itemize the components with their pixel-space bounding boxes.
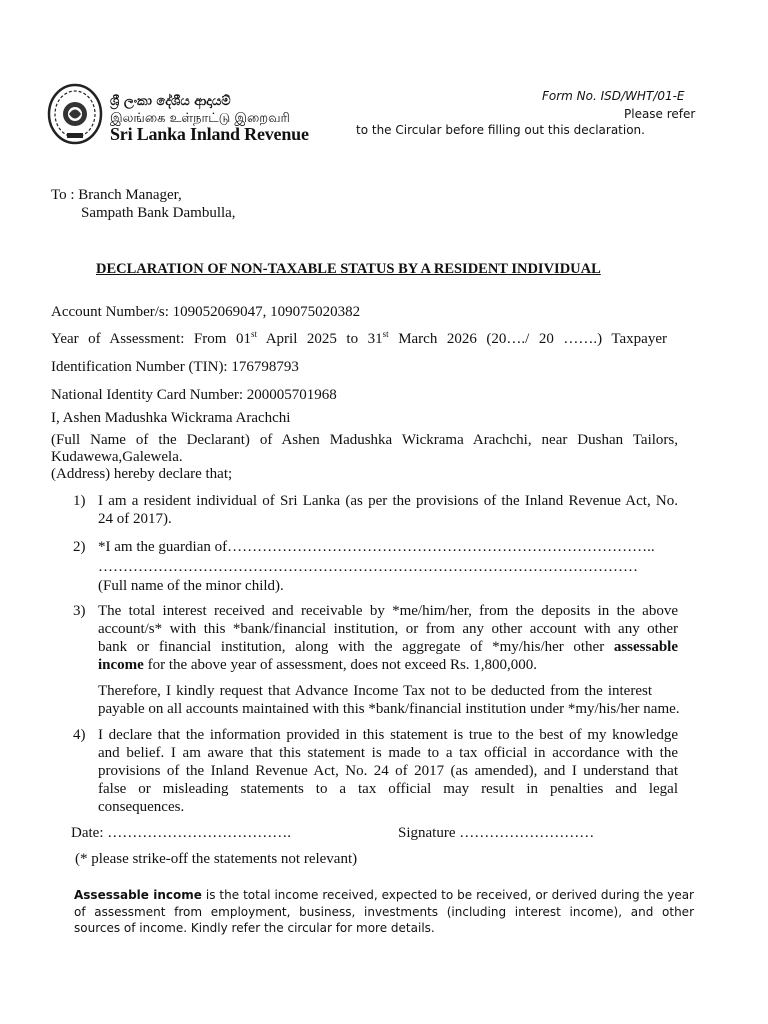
refer-note-line2: to the Circular before filling out this declaration. [356, 123, 645, 137]
sri-lanka-emblem-logo [47, 83, 103, 145]
yoa-sup-1: st [250, 329, 257, 339]
date-field[interactable]: Date: ………………………………. [71, 825, 291, 841]
addressee-line2: Sampath Bank Dambulla, [81, 205, 236, 221]
item-1-line2: 24 of 2017). [98, 511, 172, 527]
item-3-number: 3) [73, 603, 86, 619]
item-3-line3-text: bank or financial institution, along with the aggregate of *my/his/her other [98, 639, 614, 655]
item-3-line4 [98, 657, 537, 674]
declarant-fullname-line2: Kudawewa,Galewela. [51, 449, 183, 465]
assessable-bold: assessable [613, 639, 678, 655]
logo-text-sinhala: ශ්‍රී ලංකා දේශීය ආදායම් [110, 94, 231, 109]
note-term: Assessable income [74, 888, 202, 902]
item-2-line1: *I am the guardian of………………………………………………………………………….. [98, 539, 655, 555]
signature-field[interactable]: Signature ……………………… [398, 825, 595, 841]
yoa-end: March 2026 (20…./ 20 …….) Taxpayer [388, 331, 667, 347]
income-bold: income [98, 657, 144, 673]
declaration-title: DECLARATION OF NON-TAXABLE STATUS BY A RESIDENT INDIVIDUAL [96, 261, 601, 277]
assessable-income-note [74, 887, 694, 937]
yoa-sup-2: st [382, 329, 389, 339]
item-1-number: 1) [73, 493, 86, 509]
item-2-line3: (Full name of the minor child). [98, 578, 284, 594]
tin-number: Identification Number (TIN): 176798793 [51, 359, 299, 375]
form-number: Form No. ISD/WHT/01-E [542, 89, 685, 103]
yoa-to: April 2025 to 31 [256, 331, 383, 347]
account-numbers: Account Number/s: 109052069047, 109075020382 [51, 304, 361, 320]
address-declare-line: (Address) hereby declare that; [51, 466, 233, 482]
addressee-line1: To : Branch Manager, [51, 187, 182, 203]
logo-text-tamil: இலங்கை உள்நாட்டு இறைவரி [110, 111, 290, 126]
item-4-line5: consequences. [98, 799, 185, 815]
item-4-line3: provisions of the Inland Revenue Act, No. 24 of 2017 (as amended), and I understand that [98, 763, 678, 779]
item-4-line2: and belief. I am aware that this statement is made to a tax official in accordance with the [98, 745, 678, 761]
note-definition: is the total income received, expected to be received, or derived during the year of assessment from employment, business, investments (including interest income), and other sources of income. Kindly refer the circular for more details. [74, 888, 694, 935]
yoa-from: Year of Assessment: From 01 [51, 331, 251, 347]
declarant-fullname-line1: (Full Name of the Declarant) of Ashen Madushka Wickrama Arachchi, near Dushan Tailors, [51, 432, 678, 448]
item-4-number: 4) [73, 727, 86, 743]
item-3-line1: The total interest received and receivable by *me/him/her, from the deposits in the above [98, 603, 678, 619]
declarant-name: I, Ashen Madushka Wickrama Arachchi [51, 410, 291, 426]
item-3-line3 [98, 639, 678, 656]
strike-off-note: (* please strike-off the statements not relevant) [75, 851, 358, 867]
logo-text-english: Sri Lanka Inland Revenue [110, 124, 309, 144]
year-of-assessment [51, 331, 667, 348]
item-3-request-line1: Therefore, I kindly request that Advance Income Tax not to be deducted from the interest [98, 683, 652, 699]
item-2-line2: ……………………………………………………………………………………………… [98, 559, 638, 575]
item-2-number: 2) [73, 539, 86, 555]
item-4-line1: I declare that the information provided in this statement is true to the best of my knowledge [98, 727, 678, 743]
item-1-line1: I am a resident individual of Sri Lanka (as per the provisions of the Inland Revenue Act, No. [98, 493, 678, 509]
item-4-line4: false or misleading statements to a tax official may result in penalties and legal [98, 781, 678, 797]
item-3-line2: account/s* with this *bank/financial institution, or from any other account with any other [98, 621, 678, 637]
item-3-request-line2: payable on all accounts maintained with this *bank/financial institution under *my/his/her name. [98, 701, 680, 717]
nic-number: National Identity Card Number: 200005701968 [51, 387, 337, 403]
item-3-line4-text: for the above year of assessment, does not exceed Rs. 1,800,000. [143, 657, 538, 673]
refer-note-line1: Please refer [624, 107, 696, 121]
